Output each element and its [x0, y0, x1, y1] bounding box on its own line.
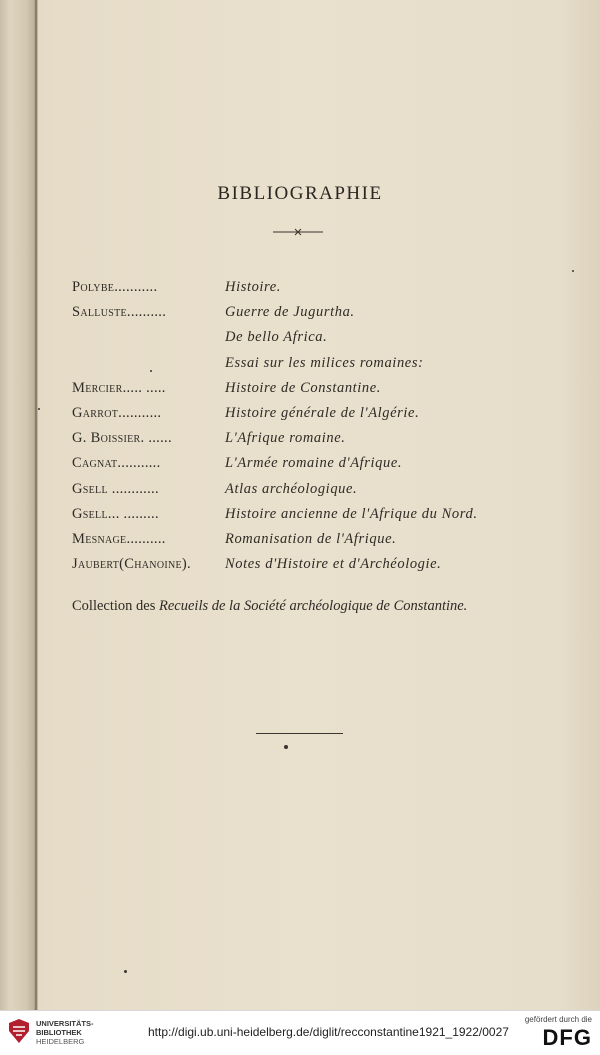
entry-leader-dots: ... .........: [107, 506, 159, 522]
entry-author-name: Gsell: [72, 481, 108, 497]
paper-speck: [124, 970, 127, 973]
end-rule: [256, 733, 343, 734]
heidelberg-library-logo-icon[interactable]: [7, 1017, 31, 1049]
viewer-footer: [0, 1010, 600, 1055]
entry-leader-dots: ............: [107, 481, 159, 497]
page-title: BIBLIOGRAPHIE: [217, 183, 383, 204]
library-name: [36, 1019, 94, 1046]
paper-speck: [38, 408, 40, 410]
entry-author: [72, 279, 222, 296]
entry-leader-dots: ...........: [117, 455, 161, 471]
closing-line: [72, 598, 467, 615]
entry-leader-dots: ..........: [126, 531, 166, 547]
entry-author: [72, 455, 222, 472]
entry-work-title: De bello Africa.: [225, 329, 328, 345]
entry-leader-dots: ...........: [118, 405, 162, 421]
entry-author-name: Garrot: [72, 405, 119, 421]
entry-author: [72, 380, 222, 397]
entry-work-title: Histoire de Constantine.: [225, 380, 382, 396]
book-spine-shadow: [0, 0, 38, 1010]
entry-leader-dots: (Chanoine).: [119, 556, 191, 572]
library-name-line3: HEIDELBERG: [36, 1037, 85, 1046]
entry-work-title: Essai sur les milices romaines:: [225, 355, 424, 371]
paper-speck: [572, 270, 574, 272]
entry-work-title: Notes d'Histoire et d'Archéologie.: [225, 556, 442, 572]
entry-leader-dots: ......: [144, 430, 172, 446]
library-name-line1: UNIVERSITÄTS-: [36, 1019, 94, 1028]
entry-author-name: Gsell: [72, 506, 108, 522]
entry-author-name: Salluste: [72, 304, 127, 320]
library-name-line2: BIBLIOTHEK: [36, 1028, 82, 1037]
end-dot: [284, 745, 288, 749]
entry-author: [72, 506, 222, 523]
entry-author-name: Cagnat: [72, 455, 118, 471]
funded-by-label: gefördert durch die: [524, 1015, 592, 1024]
entry-work-title: Histoire.: [225, 279, 282, 295]
entry-leader-dots: ..........: [126, 304, 167, 320]
entry-author: [72, 405, 222, 422]
entry-author: [72, 556, 222, 573]
entry-work-title: Histoire ancienne de l'Afrique du Nord.: [225, 506, 478, 522]
entry-work-title: L'Armée romaine d'Afrique.: [225, 455, 403, 471]
entry-work-title: Histoire générale de l'Algérie.: [225, 405, 420, 421]
entry-author-name: Polybe: [72, 279, 115, 295]
page-url-link[interactable]: http://digi.ub.uni-heidelberg.de/diglit/recconstantine1921_1922/0027: [148, 1025, 509, 1039]
closing-prefix: Collection des: [72, 598, 156, 614]
closing-italic-title: Recueils de la Société archéologique de Constantine.: [159, 598, 468, 614]
entry-author: [72, 430, 222, 447]
dfg-logo[interactable]: DFG: [542, 1025, 592, 1050]
entry-author: [72, 531, 222, 548]
entry-leader-dots: ...........: [114, 279, 158, 295]
entry-leader-dots: ..... .....: [122, 380, 166, 396]
entry-author-name: Mesnage: [72, 531, 127, 547]
title-ornament-icon: [273, 228, 323, 236]
entry-author: [72, 304, 222, 321]
paper-speck: [150, 370, 152, 372]
gutter-line: [35, 0, 37, 1010]
entry-author-name: G. Boissier.: [72, 430, 145, 446]
entry-author-name: Mercier: [72, 380, 123, 396]
entry-work-title: L'Afrique romaine.: [225, 430, 346, 446]
entry-author-name: Jaubert: [72, 556, 120, 572]
entry-work-title: Guerre de Jugurtha.: [225, 304, 355, 320]
entry-author: [72, 481, 222, 498]
entry-work-title: Romanisation de l'Afrique.: [225, 531, 397, 547]
entry-work-title: Atlas archéologique.: [225, 481, 358, 497]
